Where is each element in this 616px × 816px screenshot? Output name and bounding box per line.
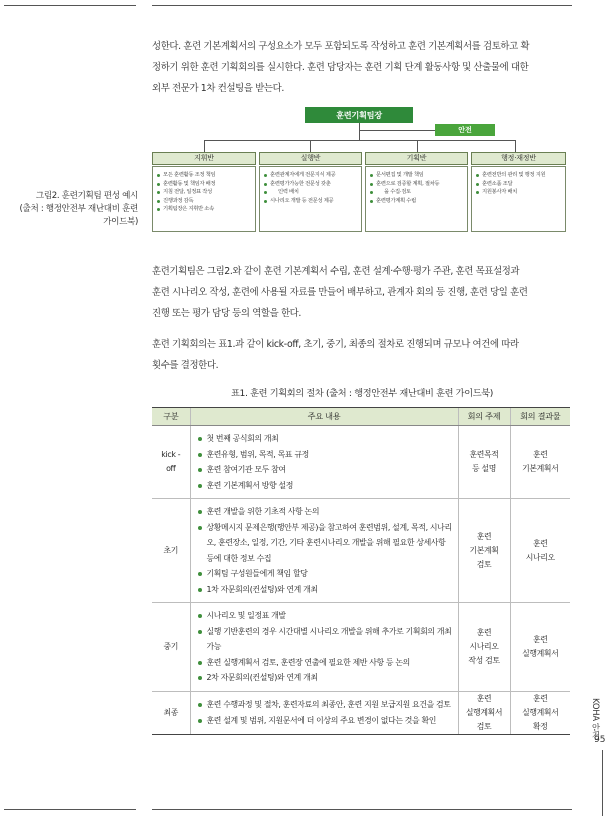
caption-line: (출처 : 행정안전부 재난대비 훈련 — [19, 204, 138, 214]
para-line: 진행 또는 평가 담당 등의 역할을 한다. — [152, 308, 302, 319]
intro-paragraph — [152, 36, 572, 99]
team-box-admin — [471, 166, 566, 232]
top-rule-left — [4, 5, 136, 6]
org-chart-head: 훈련기획팀장 — [305, 107, 413, 123]
result-cell: 훈련 실행계획서 확정 — [510, 691, 570, 734]
org-connector — [359, 123, 360, 140]
org-connector — [359, 130, 435, 131]
topic-cell: 훈련 시나리오 작성 검토 — [458, 603, 510, 692]
org-chart-safety: 안전 — [435, 124, 495, 136]
team-duty: 훈련활동 및 책임자 배정 — [157, 180, 252, 189]
stage-cell: 최종 — [152, 691, 190, 734]
table-row — [152, 691, 570, 734]
team-duty: 인력 배치 — [264, 188, 358, 197]
team-duty: 지침 전달, 일정표 작성 — [157, 188, 252, 197]
team-duty: 훈련으로 검증할 계획, 절차등 — [370, 180, 464, 189]
table-header-row — [152, 408, 570, 426]
team-duty: 모든 훈련활동 조정 책임 — [157, 171, 252, 180]
team-header-execution: 실행반 — [259, 152, 362, 165]
table-row — [152, 603, 570, 692]
team-duty: 기획팀장은 지휘반 소속 — [157, 205, 252, 214]
content-cell — [190, 603, 458, 692]
team-duty: 지원봉사자 배치 — [476, 188, 562, 197]
content-item: 훈련 개발을 위한 기초적 사항 논의 — [197, 504, 454, 520]
team-duty: 훈련소품 조달 — [476, 180, 562, 189]
content-item: 실행 기반훈련의 경우 시간대별 시나리오 개발을 위해 추가로 기획회의 개최 가능 — [197, 624, 454, 655]
content-item: 1차 자문회의(컨설팅)와 연계 개최 — [197, 582, 454, 598]
content-item: 상황메시지 문제은행(행안부 제공)을 참고하여 훈련범위, 설계, 목적, 시나리오, 훈련장소, 일정, 기간, 기타 훈련시나리오 개발을 위해 필요한 상세사항 등에 대한 정보 수집 — [197, 520, 454, 567]
team-box-command — [152, 166, 256, 232]
caption-line: 그림2. 훈련기획팀 편성 예시 — [35, 191, 138, 201]
content-cell — [190, 691, 458, 734]
org-connector — [515, 140, 516, 152]
content-item: 시나리오 및 일정표 개발 — [197, 608, 454, 624]
team-header-admin: 행정·재정반 — [471, 152, 566, 165]
page-number: 95 — [594, 735, 606, 745]
topic-cell: 훈련 기본계획 검토 — [458, 499, 510, 603]
content-item: 훈련 실행계획서 검토, 훈련장 연출에 필요한 제반 사항 등 논의 — [197, 655, 454, 671]
column-header: 주요 내용 — [190, 408, 458, 426]
top-rule-right — [152, 5, 572, 6]
org-connector — [204, 140, 205, 152]
body-paragraph-team — [152, 261, 572, 324]
org-connector — [310, 140, 311, 152]
content-cell — [190, 499, 458, 603]
team-duty: 훈련전반의 관리 및 행정 지원 — [476, 171, 562, 180]
team-duty: 문서편집 및 개발 책임 — [370, 171, 464, 180]
bottom-rule-left — [4, 809, 136, 810]
result-cell: 훈련 기본계획서 — [510, 426, 570, 499]
team-header-planning: 기획반 — [365, 152, 468, 165]
figure-caption — [4, 190, 138, 229]
team-duty: 진행과정 감독 — [157, 197, 252, 206]
content-item: 첫 번째 공식회의 개최 — [197, 431, 454, 447]
org-connector — [417, 140, 418, 152]
para-line: 횟수를 결정한다. — [152, 360, 219, 371]
content-cell — [190, 426, 458, 499]
publication-label: KOHA 안전 — [591, 698, 601, 740]
body-paragraph-meeting — [152, 334, 572, 376]
caption-line: 가이드북) — [103, 217, 138, 227]
content-item: 훈련 참여기관 모두 참여 — [197, 462, 454, 478]
table-row — [152, 426, 570, 499]
content-item: 훈련 설계 및 범위, 지원문서에 더 이상의 주요 변경이 없다는 것을 확인 — [197, 713, 454, 729]
stage-cell: 초기 — [152, 499, 190, 603]
stage-cell: kick - off — [152, 426, 190, 499]
intro-line: 정하기 위한 훈련 기획회의를 실시한다. 훈련 담당자는 훈련 기획 단계 활동사항 및 산출물에 대한 — [152, 62, 529, 73]
meeting-procedure-table — [152, 407, 570, 735]
content-item: 훈련 기본계획서 방향 설정 — [197, 478, 454, 494]
stage-cell: 중기 — [152, 603, 190, 692]
team-box-planning — [365, 166, 468, 232]
org-connector — [204, 140, 516, 141]
column-header: 구분 — [152, 408, 190, 426]
content-item: 2차 자문회의(컨설팅)와 연계 개최 — [197, 670, 454, 686]
team-duty: 훈련평가가능한 전문성 갖춘 — [264, 180, 358, 189]
intro-line: 성한다. 훈련 기본계획서의 구성요소가 모두 포함되도록 작성하고 훈련 기본계획서를 검토하고 확 — [152, 41, 530, 52]
content-item: 훈련유형, 범위, 목적, 목표 규정 — [197, 447, 454, 463]
topic-cell: 훈련목적 등 설명 — [458, 426, 510, 499]
content-item: 훈련 수행과정 및 절차, 훈련자료의 최종안, 훈련 지원 보급지원 요건을 검토 — [197, 697, 454, 713]
table-title: 표1. 훈련 기획회의 절차 (출처 : 행정안전부 재난대비 훈련 가이드북) — [230, 388, 494, 399]
team-box-execution — [259, 166, 362, 232]
column-header: 회의 결과물 — [510, 408, 570, 426]
bottom-rule-right — [152, 809, 572, 810]
team-duty: 을 수집·검토 — [370, 188, 464, 197]
team-header-command: 지휘반 — [152, 152, 256, 165]
table-row — [152, 499, 570, 603]
topic-cell: 훈련 실행계획서 검토 — [458, 691, 510, 734]
para-line: 훈련기획팀은 그림2.와 같이 훈련 기본계획서 수립, 훈련 설계·수행·평가 주관, 훈련 목표설정과 — [152, 266, 520, 277]
team-duty: 훈련평가계획 수립 — [370, 197, 464, 206]
footer-vertical-rule — [602, 750, 603, 816]
content-item: 기획팀 구성원들에게 책임 할당 — [197, 566, 454, 582]
para-line: 훈련 기획회의는 표1.과 같이 kick-off, 초기, 중기, 최종의 절차로 진행되며 규모나 여건에 따라 — [152, 339, 519, 350]
intro-line: 외부 전문가 1차 컨설팅을 받는다. — [152, 83, 284, 94]
result-cell: 훈련 시나리오 — [510, 499, 570, 603]
column-header: 회의 주제 — [458, 408, 510, 426]
para-line: 훈련 시나리오 작성, 훈련에 사용될 자료를 만들어 배부하고, 관계자 회의 등 진행, 훈련 당일 훈련 — [152, 287, 528, 298]
team-duty: 훈련관계자에게 전문지식 제공 — [264, 171, 358, 180]
team-duty: 시나리오 개발 등 전문성 제공 — [264, 197, 358, 206]
result-cell: 훈련 실행계획서 — [510, 603, 570, 692]
